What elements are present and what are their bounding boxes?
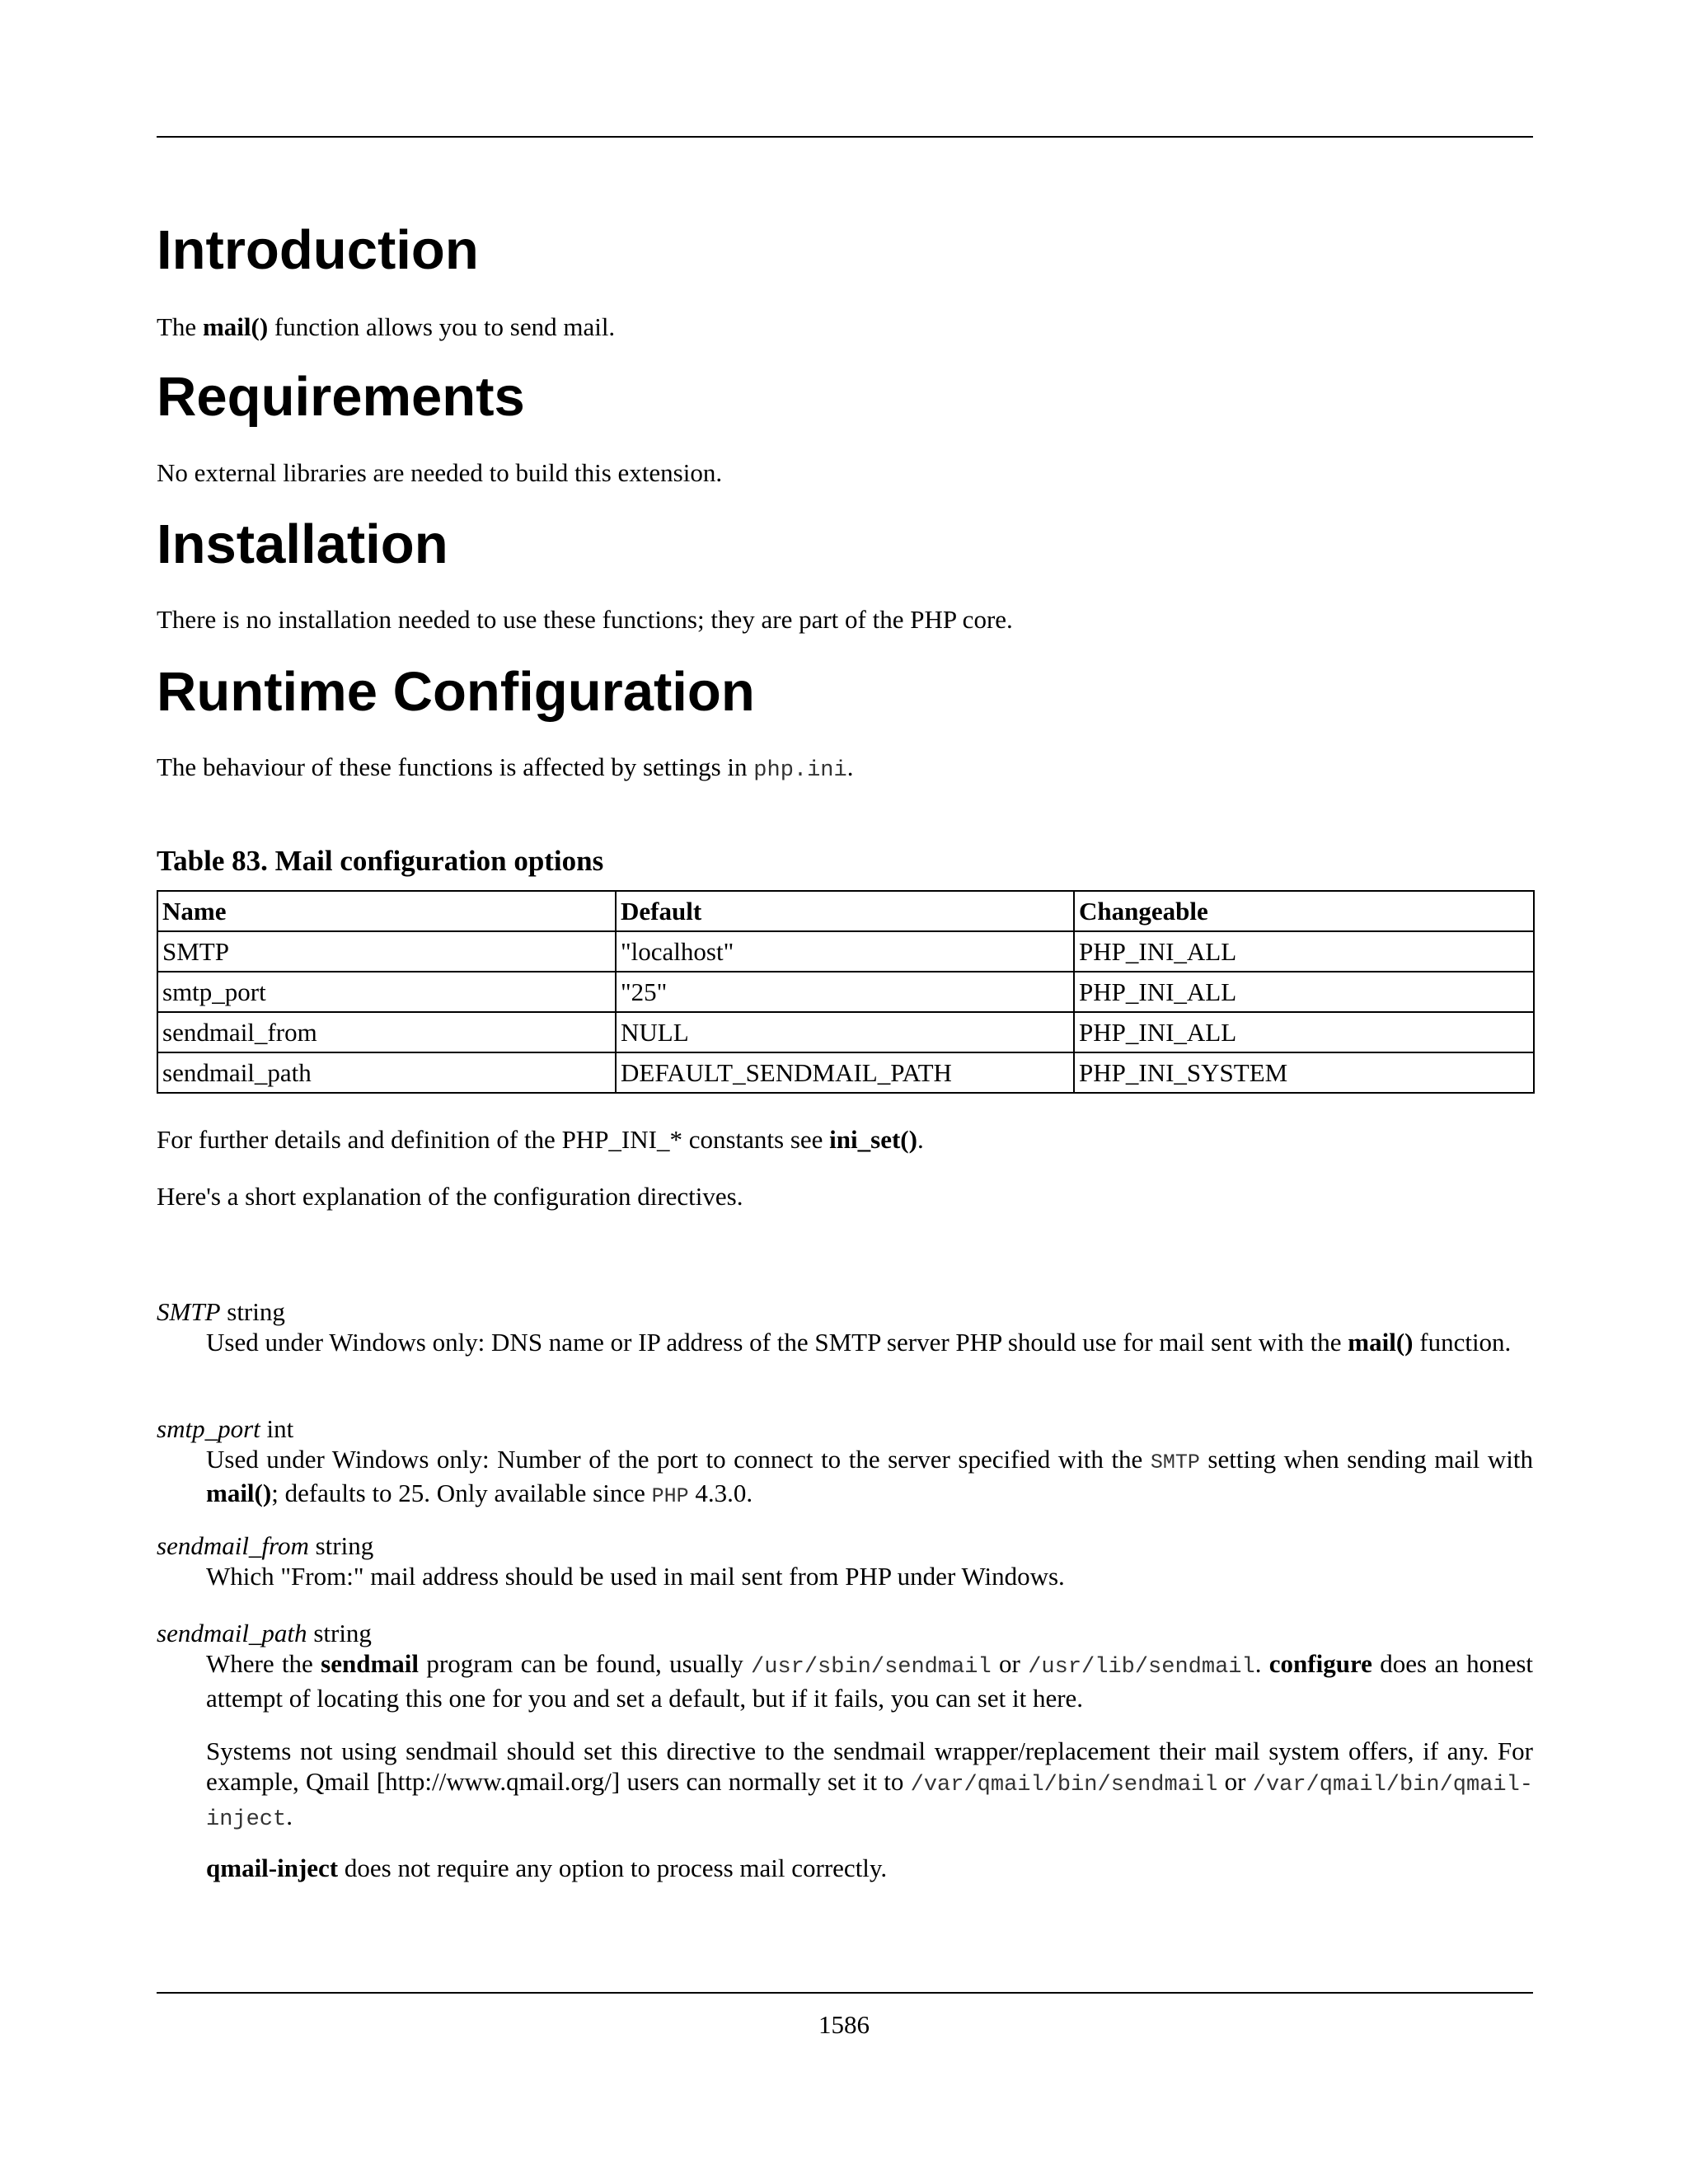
mail-function-ref[interactable]: mail() bbox=[1348, 1328, 1414, 1357]
directive-desc-sendmail-path-1: Where the sendmail program can be found, usually /usr/sbin/sendmail or /usr/lib/sendmail. configure does an honest attempt of locating this one for you and set a default, but if it fails, you can set it here. bbox=[206, 1649, 1534, 1713]
table-cell: NULL bbox=[616, 1012, 1074, 1052]
column-header-name: Name bbox=[157, 891, 616, 931]
ini-set-function-ref[interactable]: ini_set() bbox=[829, 1125, 917, 1154]
table-cell: PHP_INI_ALL bbox=[1074, 972, 1534, 1012]
directive-desc-sendmail-path-2: Systems not using sendmail should set this directive to the sendmail wrapper/replacement their mail system offers, if any. For example, Qmail [http://www.qmail.org/] users can normally set it to /var/qmail/bin/sendmail or /var/qmail/bin/qmail-inject. bbox=[206, 1736, 1534, 1832]
table-cell: "25" bbox=[616, 972, 1074, 1012]
directives-intro: Here's a short explanation of the configuration directives. bbox=[157, 1182, 743, 1211]
php-ini-filename: php.ini bbox=[753, 758, 847, 783]
table-row bbox=[157, 972, 1534, 1012]
table-cell: PHP_INI_SYSTEM bbox=[1074, 1052, 1534, 1093]
mail-function-ref[interactable]: mail() bbox=[206, 1479, 272, 1507]
directive-term-smtp: SMTP string bbox=[157, 1297, 285, 1326]
mail-config-table bbox=[157, 890, 1535, 1094]
directive-desc-smtp: Used under Windows only: DNS name or IP address of the SMTP server PHP should use for mail sent with the mail() function. bbox=[206, 1328, 1512, 1357]
directive-desc-smtp-port: Used under Windows only: Number of the port to connect to the server specified with the SMTP setting when sending mail with mail(); defaults to 25. Only available since PHP 4.3.0. bbox=[206, 1445, 1533, 1508]
mail-function-ref[interactable]: mail() bbox=[202, 312, 269, 341]
table-header-row bbox=[157, 891, 1534, 931]
page-number: 1586 bbox=[818, 2010, 870, 2039]
table-cell: smtp_port bbox=[157, 972, 616, 1012]
directive-term-sendmail-path: sendmail_path string bbox=[157, 1619, 372, 1647]
runtime-text: The behaviour of these functions is affected by settings in php.ini. bbox=[157, 752, 854, 783]
heading-introduction: Introduction bbox=[157, 219, 479, 281]
installation-text: There is no installation needed to use these functions; they are part of the PHP core. bbox=[157, 605, 1013, 634]
header-rule bbox=[157, 136, 1533, 138]
table-cell: SMTP bbox=[157, 931, 616, 972]
table-row bbox=[157, 931, 1534, 972]
directive-term-smtp-port: smtp_port int bbox=[157, 1414, 294, 1443]
directive-desc-sendmail-from: Which "From:" mail address should be used in mail sent from PHP under Windows. bbox=[206, 1562, 1065, 1591]
heading-runtime-configuration: Runtime Configuration bbox=[157, 661, 755, 723]
footer-rule bbox=[157, 1992, 1533, 1994]
table-cell: sendmail_from bbox=[157, 1012, 616, 1052]
table-row bbox=[157, 1052, 1534, 1093]
table-caption: Table 83. Mail configuration options bbox=[157, 845, 604, 877]
column-header-changeable: Changeable bbox=[1074, 891, 1534, 931]
requirements-text: No external libraries are needed to build this extension. bbox=[157, 458, 723, 487]
directive-term-sendmail-from: sendmail_from string bbox=[157, 1531, 374, 1560]
column-header-default: Default bbox=[616, 891, 1074, 931]
directive-desc-sendmail-path-3: qmail-inject does not require any option to process mail correctly. bbox=[206, 1854, 888, 1882]
heading-installation: Installation bbox=[157, 513, 448, 575]
table-cell: DEFAULT_SENDMAIL_PATH bbox=[616, 1052, 1074, 1093]
table-cell: PHP_INI_ALL bbox=[1074, 1012, 1534, 1052]
php-ini-constants-note: For further details and definition of the PHP_INI_* constants see ini_set(). bbox=[157, 1125, 924, 1154]
table-cell: sendmail_path bbox=[157, 1052, 616, 1093]
heading-requirements: Requirements bbox=[157, 366, 525, 428]
table-cell: "localhost" bbox=[616, 931, 1074, 972]
introduction-text: The mail() function allows you to send mail. bbox=[157, 312, 616, 341]
table-cell: PHP_INI_ALL bbox=[1074, 931, 1534, 972]
table-row bbox=[157, 1012, 1534, 1052]
